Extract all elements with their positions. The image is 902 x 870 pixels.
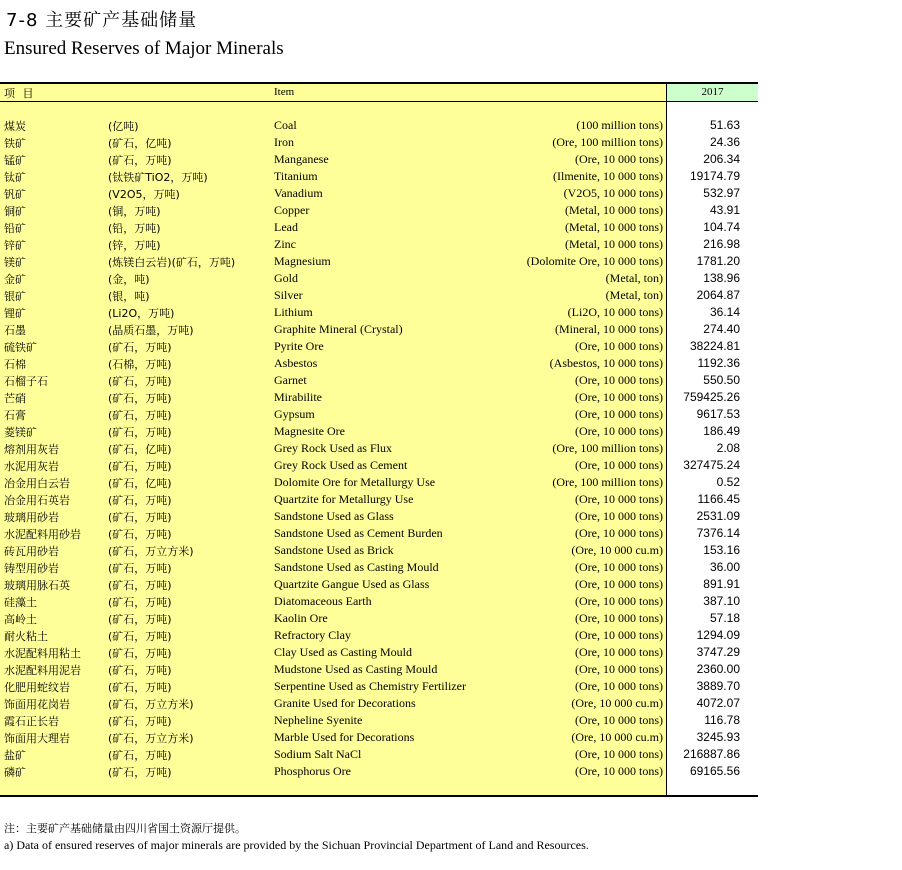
- row-name-cn: 耐火粘土: [4, 630, 48, 643]
- row-name-en: Grey Rock Used as Flux: [274, 441, 392, 455]
- row-name-en: Asbestos: [274, 356, 318, 370]
- row-name-cn: 高岭土: [4, 613, 37, 626]
- row-name-en: Quartzite for Metallurgy Use: [274, 492, 414, 506]
- header-year: 2017: [701, 86, 724, 98]
- row-name-en: Silver: [274, 288, 303, 302]
- row-value: 759425.26: [683, 390, 740, 404]
- row-name-cn: 银矿: [4, 290, 26, 303]
- row-name-cn: 水泥配料用粘土: [4, 647, 81, 660]
- row-unit-cn: (矿石，万吨): [108, 426, 172, 439]
- row-name-cn: 玻璃用砂岩: [4, 511, 59, 524]
- row-name-cn: 铁矿: [4, 137, 26, 150]
- row-unit-cn: (矿石，万吨): [108, 392, 172, 405]
- row-value: 532.97: [703, 186, 740, 200]
- row-unit-en: (Ore, 10 000 tons): [575, 713, 663, 727]
- row-unit-cn: (矿石，万吨): [108, 409, 172, 422]
- table-row: [0, 712, 758, 729]
- table-row: [0, 542, 758, 559]
- row-unit-en: (Ore, 10 000 cu.m): [571, 730, 663, 744]
- row-unit-en: (Ore, 10 000 tons): [575, 492, 663, 506]
- row-name-en: Diatomaceous Earth: [274, 594, 372, 608]
- row-name-en: Quartzite Gangue Used as Glass: [274, 577, 430, 591]
- table-row: [0, 763, 758, 780]
- row-name-en: Marble Used for Decorations: [274, 730, 415, 744]
- row-unit-cn: (矿石，万吨): [108, 630, 172, 643]
- row-name-en: Pyrite Ore: [274, 339, 324, 353]
- row-unit-cn: (V2O5，万吨): [108, 188, 180, 201]
- row-unit-en: (Ore, 10 000 tons): [575, 373, 663, 387]
- row-unit-en: (Dolomite Ore, 10 000 tons): [526, 254, 663, 268]
- row-name-cn: 铸型用砂岩: [4, 562, 59, 575]
- row-name-en: Titanium: [274, 169, 318, 183]
- row-value: 1294.09: [696, 628, 740, 642]
- row-unit-cn: (矿石，万吨): [108, 613, 172, 626]
- table-row: [0, 440, 758, 457]
- row-value: 19174.79: [689, 169, 740, 183]
- table-row: [0, 559, 758, 576]
- table-row: [0, 168, 758, 185]
- row-unit-en: (Ore, 10 000 tons): [575, 611, 663, 625]
- row-unit-en: (V2O5, 10 000 tons): [563, 186, 663, 200]
- row-unit-cn: (矿石，万吨): [108, 715, 172, 728]
- row-name-cn: 硅藻土: [4, 596, 37, 609]
- row-name-cn: 铅矿: [4, 222, 26, 235]
- table-row: [0, 508, 758, 525]
- row-name-en: Serpentine Used as Chemistry Fertilizer: [274, 679, 466, 693]
- row-unit-cn: (矿石，亿吨): [108, 137, 172, 150]
- page-title-en: Ensured Reserves of Major Minerals: [4, 38, 284, 59]
- row-name-cn: 熔剂用灰岩: [4, 443, 59, 456]
- row-unit-en: (Ore, 10 000 tons): [575, 747, 663, 761]
- row-unit-cn: (矿石，亿吨): [108, 477, 172, 490]
- table-row: [0, 695, 758, 712]
- row-unit-en: (100 million tons): [576, 118, 663, 132]
- row-value: 3747.29: [696, 645, 740, 659]
- row-name-cn: 锂矿: [4, 307, 26, 320]
- header-rule: [0, 101, 758, 102]
- row-unit-en: (Metal, 10 000 tons): [565, 237, 663, 251]
- row-name-en: Sandstone Used as Casting Mould: [274, 560, 439, 574]
- table-row: [0, 491, 758, 508]
- row-name-cn: 铜矿: [4, 205, 26, 218]
- minerals-table: [0, 82, 758, 797]
- row-unit-en: (Ore, 100 million tons): [552, 475, 663, 489]
- table-row: [0, 406, 758, 423]
- table-row: [0, 270, 758, 287]
- row-value: 891.91: [703, 577, 740, 591]
- header-item-cell: [0, 84, 666, 101]
- row-name-cn: 水泥用灰岩: [4, 460, 59, 473]
- row-unit-cn: (银，吨): [108, 290, 150, 303]
- row-name-cn: 磷矿: [4, 766, 26, 779]
- row-unit-en: (Ore, 10 000 tons): [575, 764, 663, 778]
- row-value: 0.52: [716, 475, 740, 489]
- table-header: [0, 84, 758, 101]
- row-value: 69165.56: [689, 764, 740, 778]
- row-unit-en: (Ore, 100 million tons): [552, 135, 663, 149]
- row-name-cn: 化肥用蛇纹岩: [4, 681, 70, 694]
- table-row: [0, 287, 758, 304]
- row-value: 3245.93: [696, 730, 740, 744]
- row-name-en: Sandstone Used as Brick: [274, 543, 394, 557]
- row-name-en: Gold: [274, 271, 298, 285]
- row-unit-cn: (炼镁白云岩)(矿石，万吨): [108, 256, 236, 269]
- row-name-cn: 锰矿: [4, 154, 26, 167]
- row-name-en: Lithium: [274, 305, 313, 319]
- row-value: 1166.45: [697, 492, 740, 506]
- row-unit-cn: (矿石，万立方米): [108, 545, 194, 558]
- row-unit-cn: (矿石，亿吨): [108, 443, 172, 456]
- row-unit-en: (Metal, ton): [605, 271, 663, 285]
- row-name-en: Kaolin Ore: [274, 611, 328, 625]
- row-value: 36.00: [709, 560, 740, 574]
- row-name-cn: 金矿: [4, 273, 26, 286]
- row-unit-en: (Ore, 10 000 tons): [575, 560, 663, 574]
- row-name-en: Gypsum: [274, 407, 315, 421]
- row-unit-cn: (矿石，万吨): [108, 664, 172, 677]
- table-row: [0, 644, 758, 661]
- row-value: 1192.36: [697, 356, 740, 370]
- row-name-cn: 硫铁矿: [4, 341, 37, 354]
- row-value: 216.98: [703, 237, 740, 251]
- table-row: [0, 253, 758, 270]
- row-unit-en: (Ore, 10 000 tons): [575, 628, 663, 642]
- row-value: 7376.14: [696, 526, 740, 540]
- row-value: 274.40: [703, 322, 740, 336]
- row-unit-cn: (矿石，万吨): [108, 749, 172, 762]
- row-unit-cn: (矿石，万吨): [108, 579, 172, 592]
- row-name-en: Garnet: [274, 373, 307, 387]
- row-unit-en: (Ore, 10 000 tons): [575, 594, 663, 608]
- page-title-cn: 7-8 主要矿产基础储量: [6, 10, 198, 31]
- table-row: [0, 627, 758, 644]
- row-name-cn: 芒硝: [4, 392, 26, 405]
- row-value: 51.63: [709, 118, 740, 132]
- row-unit-cn: (矿石，万吨): [108, 647, 172, 660]
- row-value: 9617.53: [696, 407, 740, 421]
- row-value: 153.16: [703, 543, 740, 557]
- row-unit-en: (Ilmenite, 10 000 tons): [553, 169, 663, 183]
- table-row: [0, 729, 758, 746]
- row-name-en: Graphite Mineral (Crystal): [274, 322, 403, 336]
- table-row: [0, 610, 758, 627]
- row-unit-cn: (亿吨): [108, 120, 139, 133]
- row-unit-cn: (矿石，万立方米): [108, 698, 194, 711]
- row-unit-en: (Ore, 10 000 tons): [575, 152, 663, 166]
- header-item-cn: 项 目: [4, 87, 36, 100]
- row-unit-en: (Li2O, 10 000 tons): [567, 305, 663, 319]
- row-value: 104.74: [703, 220, 740, 234]
- row-name-cn: 冶金用石英岩: [4, 494, 70, 507]
- row-name-en: Grey Rock Used as Cement: [274, 458, 408, 472]
- row-value: 24.36: [709, 135, 740, 149]
- row-value: 138.96: [703, 271, 740, 285]
- row-name-cn: 饰面用大理岩: [4, 732, 70, 745]
- table-row: [0, 304, 758, 321]
- table-bottom-rule: [0, 795, 758, 797]
- row-name-cn: 盐矿: [4, 749, 26, 762]
- row-name-cn: 砖瓦用砂岩: [4, 545, 59, 558]
- table-row: [0, 355, 758, 372]
- table-row: [0, 593, 758, 610]
- table-row: [0, 661, 758, 678]
- note-cn: 注：主要矿产基础储量由四川省国土资源厅提供。: [4, 822, 246, 835]
- row-name-en: Phosphorus Ore: [274, 764, 351, 778]
- note-en: a) Data of ensured reserves of major minerals are provided by the Sichuan Provincial Department of Land and Resources.: [4, 838, 589, 852]
- row-name-en: Granite Used for Decorations: [274, 696, 416, 710]
- row-unit-en: (Ore, 10 000 tons): [575, 662, 663, 676]
- table-row: [0, 219, 758, 236]
- row-name-cn: 饰面用花岗岩: [4, 698, 70, 711]
- row-name-en: Clay Used as Casting Mould: [274, 645, 412, 659]
- row-unit-cn: (锌，万吨): [108, 239, 161, 252]
- row-unit-en: (Mineral, 10 000 tons): [555, 322, 663, 336]
- row-name-en: Iron: [274, 135, 294, 149]
- row-name-cn: 镁矿: [4, 256, 26, 269]
- row-name-cn: 石棉: [4, 358, 26, 371]
- row-name-cn: 钛矿: [4, 171, 26, 184]
- row-unit-cn: (矿石，万吨): [108, 460, 172, 473]
- table-row: [0, 236, 758, 253]
- row-unit-en: (Ore, 10 000 cu.m): [571, 696, 663, 710]
- row-unit-cn: (矿石，万吨): [108, 375, 172, 388]
- row-value: 550.50: [703, 373, 740, 387]
- row-name-cn: 锌矿: [4, 239, 26, 252]
- row-name-cn: 冶金用白云岩: [4, 477, 70, 490]
- table-row: [0, 372, 758, 389]
- row-name-en: Nepheline Syenite: [274, 713, 363, 727]
- row-name-cn: 钒矿: [4, 188, 26, 201]
- row-name-en: Lead: [274, 220, 298, 234]
- row-unit-cn: (矿石，万吨): [108, 766, 172, 779]
- row-unit-cn: (矿石，万吨): [108, 596, 172, 609]
- row-unit-cn: (矿石，万吨): [108, 511, 172, 524]
- row-unit-en: (Asbestos, 10 000 tons): [549, 356, 663, 370]
- table-row: [0, 525, 758, 542]
- row-unit-en: (Metal, 10 000 tons): [565, 220, 663, 234]
- row-value: 1781.20: [696, 254, 740, 268]
- row-value: 43.91: [709, 203, 740, 217]
- row-unit-en: (Metal, 10 000 tons): [565, 203, 663, 217]
- row-unit-cn: (晶质石墨，万吨): [108, 324, 194, 337]
- table-row: [0, 423, 758, 440]
- row-unit-en: (Ore, 10 000 tons): [575, 577, 663, 591]
- row-value: 206.34: [703, 152, 740, 166]
- row-name-en: Magnesite Ore: [274, 424, 345, 438]
- row-unit-en: (Ore, 10 000 cu.m): [571, 543, 663, 557]
- row-unit-cn: (矿石，万吨): [108, 494, 172, 507]
- row-name-en: Vanadium: [274, 186, 323, 200]
- table-row: [0, 151, 758, 168]
- row-unit-en: (Metal, ton): [605, 288, 663, 302]
- row-name-en: Sodium Salt NaCl: [274, 747, 362, 761]
- row-unit-cn: (矿石，万吨): [108, 528, 172, 541]
- row-name-en: Zinc: [274, 237, 296, 251]
- row-unit-en: (Ore, 10 000 tons): [575, 407, 663, 421]
- header-item-en: Item: [274, 86, 295, 98]
- row-unit-cn: (铅，万吨): [108, 222, 161, 235]
- table-row: [0, 117, 758, 134]
- row-name-en: Sandstone Used as Glass: [274, 509, 394, 523]
- row-value: 38224.81: [689, 339, 740, 353]
- row-name-cn: 煤炭: [4, 120, 26, 133]
- row-name-cn: 玻璃用脉石英: [4, 579, 70, 592]
- row-name-en: Copper: [274, 203, 310, 217]
- row-value: 387.10: [703, 594, 740, 608]
- table-rows: [0, 117, 758, 780]
- row-unit-cn: (石棉，万吨): [108, 358, 172, 371]
- row-unit-cn: (钛铁矿TiO2，万吨): [108, 171, 208, 184]
- row-name-cn: 菱镁矿: [4, 426, 37, 439]
- row-name-cn: 水泥配料用砂岩: [4, 528, 81, 541]
- row-unit-en: (Ore, 10 000 tons): [575, 645, 663, 659]
- row-unit-cn: (矿石，万吨): [108, 154, 172, 167]
- row-unit-en: (Ore, 10 000 tons): [575, 509, 663, 523]
- table-row: [0, 678, 758, 695]
- row-unit-cn: (矿石，万立方米): [108, 732, 194, 745]
- table-row: [0, 134, 758, 151]
- row-unit-cn: (矿石，万吨): [108, 562, 172, 575]
- row-value: 2360.00: [696, 662, 740, 676]
- row-value: 2531.09: [696, 509, 740, 523]
- row-value: 36.14: [709, 305, 740, 319]
- row-value: 216887.86: [683, 747, 740, 761]
- row-name-en: Coal: [274, 118, 297, 132]
- row-name-en: Mudstone Used as Casting Mould: [274, 662, 438, 676]
- row-unit-cn: (铜，万吨): [108, 205, 161, 218]
- row-name-en: Dolomite Ore for Metallurgy Use: [274, 475, 436, 489]
- row-name-cn: 石墨: [4, 324, 26, 337]
- table-row: [0, 202, 758, 219]
- table-row: [0, 321, 758, 338]
- row-name-cn: 霞石正长岩: [4, 715, 59, 728]
- row-value: 186.49: [703, 424, 740, 438]
- table-row: [0, 457, 758, 474]
- row-unit-en: (Ore, 10 000 tons): [575, 424, 663, 438]
- row-name-cn: 石膏: [4, 409, 26, 422]
- row-unit-cn: (矿石，万吨): [108, 681, 172, 694]
- row-unit-en: (Ore, 10 000 tons): [575, 458, 663, 472]
- table-row: [0, 185, 758, 202]
- table-row: [0, 474, 758, 491]
- row-name-en: Mirabilite: [274, 390, 322, 404]
- row-unit-cn: (金，吨): [108, 273, 150, 286]
- row-value: 327475.24: [683, 458, 740, 472]
- row-value: 57.18: [709, 611, 740, 625]
- row-unit-en: (Ore, 10 000 tons): [575, 390, 663, 404]
- row-unit-en: (Ore, 10 000 tons): [575, 526, 663, 540]
- row-name-en: Refractory Clay: [274, 628, 351, 642]
- row-name-en: Magnesium: [274, 254, 331, 268]
- row-name-cn: 石榴子石: [4, 375, 48, 388]
- table-row: [0, 389, 758, 406]
- row-unit-cn: (矿石，万吨): [108, 341, 172, 354]
- row-value: 3889.70: [696, 679, 740, 693]
- row-name-en: Sandstone Used as Cement Burden: [274, 526, 443, 540]
- row-value: 2.08: [716, 441, 740, 455]
- row-value: 2064.87: [696, 288, 740, 302]
- table-row: [0, 338, 758, 355]
- row-unit-en: (Ore, 10 000 tons): [575, 679, 663, 693]
- row-value: 4072.07: [696, 696, 740, 710]
- row-name-en: Manganese: [274, 152, 329, 166]
- row-unit-en: (Ore, 100 million tons): [552, 441, 663, 455]
- table-row: [0, 576, 758, 593]
- row-unit-en: (Ore, 10 000 tons): [575, 339, 663, 353]
- row-name-cn: 水泥配料用泥岩: [4, 664, 81, 677]
- row-value: 116.78: [704, 713, 740, 727]
- row-unit-cn: (Li2O，万吨): [108, 307, 175, 320]
- table-row: [0, 746, 758, 763]
